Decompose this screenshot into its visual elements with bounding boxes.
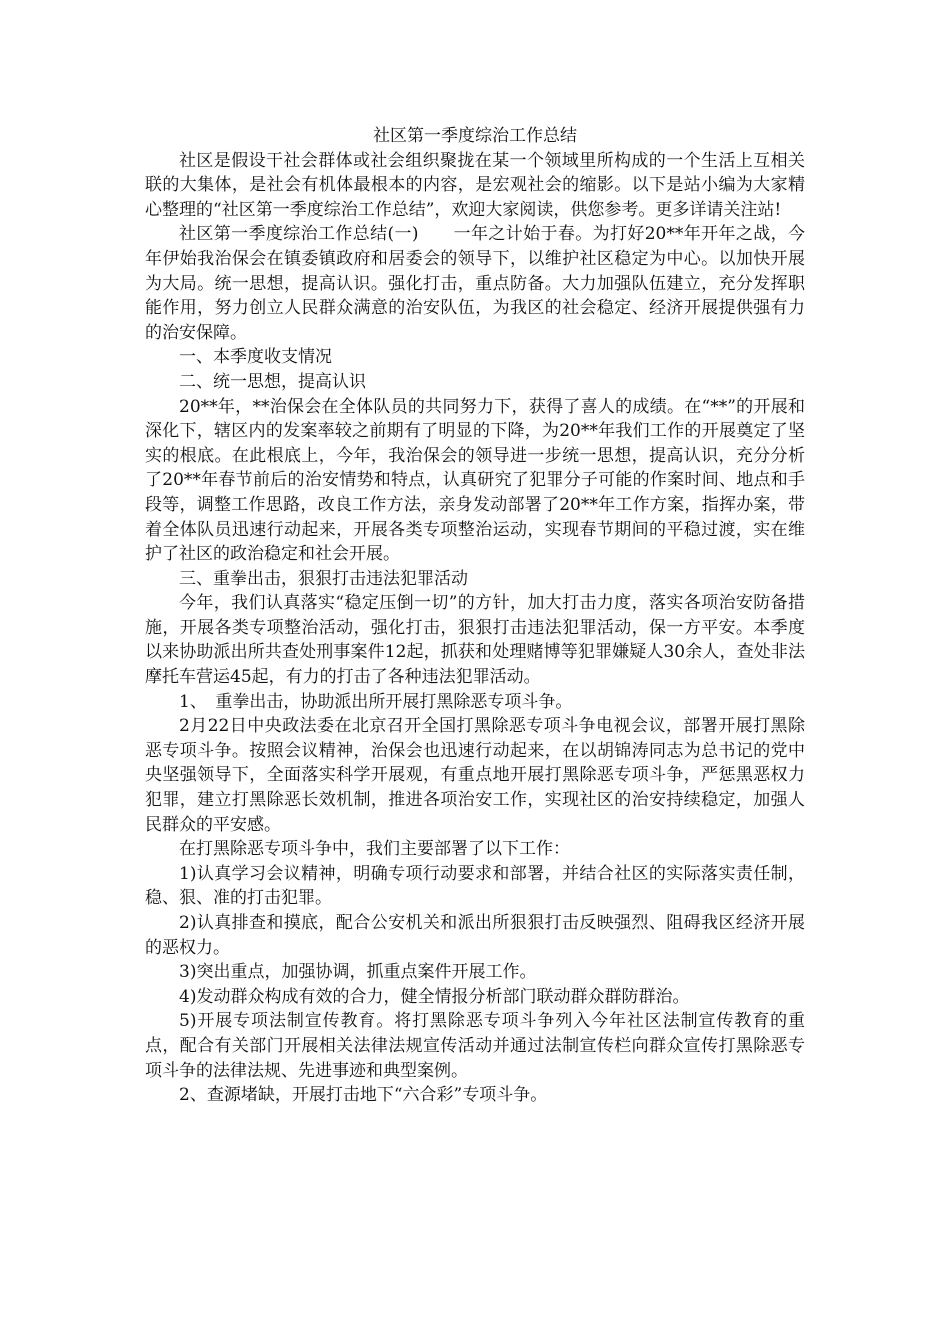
document-title: 社区第一季度综治工作总结 <box>373 126 577 146</box>
section-heading-2: 二、统一思想，提高认识 <box>179 371 366 392</box>
list-item-3: 3)突出重点，加强协调，抓重点案件开展工作。 <box>179 962 537 983</box>
paragraph-intro: 社区是假设干社会群体或社会组织聚拢在某一个领域里所构成的一个生活上互相关联的大集体，是社会有机体最根本的内容，是宏观社会的缩影。以下是站小编为大家精心整理的“社区第一季度综治工作总结”，欢迎大家阅读，供您参考。更多详请关注站! <box>145 150 805 220</box>
paragraph-work-intro: 在打黑除恶专项斗争中，我们主要部署了以下工作： <box>179 839 570 860</box>
list-item-4: 4)发动群众构成有效的合力，健全情报分析部门联动群众群防群治。 <box>179 986 690 1007</box>
list-item-2: 2)认真排查和摸底，配合公安机关和派出所狠狠打击反映强烈、阻碍我区经济开展的恶权力。 <box>145 913 805 958</box>
section-heading-1: 一、本季度收支情况 <box>179 347 332 368</box>
paragraph-conference: 2月22日中央政法委在北京召开全国打黑除恶专项斗争电视会议，部署开展打黑除恶专项斗争。按照会议精神，治保会也迅速行动起来，在以胡锦涛同志为总书记的党中央坚强领导下，全面落实科学开展观，有重点地开展打黑除恶专项斗争，严惩黑恶权力犯罪，建立打黑除恶长效机制，推进各项治安工作，实现社区的治安持续稳定，加强人民群众的平安感。 <box>145 716 805 835</box>
paragraph-summary-one: 社区第一季度综治工作总结(一) 一年之计始于春。为打好20**年开年之战，今年伊始我治保会在镇委镇政府和居委会的领导下，以维护社区稳定为中心。以加快开展为大局。统一思想，提高认识。强化打击，重点防备。大力加强队伍建立，充分发挥职能作用，努力创立人民群众满意的治安队伍，为我区的社会稳定、经济开展提供强有力的治安保障。 <box>145 224 805 343</box>
document-page <box>145 124 805 1108</box>
list-item-1: 1)认真学习会议精神，明确专项行动要求和部署，并结合社区的实际落实责任制，稳、狠、准的打击犯罪。 <box>145 863 805 909</box>
subsection-heading-1: 1、 重拳出击，协助派出所开展打黑除恶专项斗争。 <box>179 691 573 712</box>
paragraph-crackdown: 今年，我们认真落实“稳定压倒一切”的方针，加大打击力度，落实各项治安防备措施，开展各类专项整治活动，强化打击，狠狠打击违法犯罪活动，保一方平安。本季度以来协助派出所共查处刑事案件12起，抓获和处理赌博等犯罪嫌疑人30余人，查处非法摩托车营运45起，有力的打击了各种违法犯罪活动。 <box>145 593 805 688</box>
paragraph-unify-thinking: 20**年，**治保会在全体队员的共同努力下，获得了喜人的成绩。在“**”的开展和深化下，辖区内的发案率较之前期有了明显的下降，为20**年我们工作的开展奠定了坚实的根底。在此根底上，今年，我治保会的领导进一步统一思想，提高认识，充分分析了20**年春节前后的治安情势和特点，认真研究了犯罪分子可能的作案时间、地点和手段等，调整工作思路，改良工作方法，亲身发动部署了20**年工作方案，指挥办案，带着全体队员迅速行动起来，开展各类专项整治运动，实现春节期间的平稳过渡，实在维护了社区的政治稳定和社会开展。 <box>145 396 805 565</box>
subsection-heading-2: 2、查源堵缺，开展打击地下“六合彩”专项斗争。 <box>179 1085 548 1106</box>
list-item-5: 5)开展专项法制宣传教育。将打黑除恶专项斗争列入今年社区法制宣传教育的重点，配合有关部门开展相关法律法规宣传活动并通过法制宣传栏向群众宣传打黑除恶专项斗争的法律法规、先进事迹和典型案例。 <box>145 1011 805 1081</box>
section-heading-3: 三、重拳出击，狠狠打击违法犯罪活动 <box>179 568 468 589</box>
